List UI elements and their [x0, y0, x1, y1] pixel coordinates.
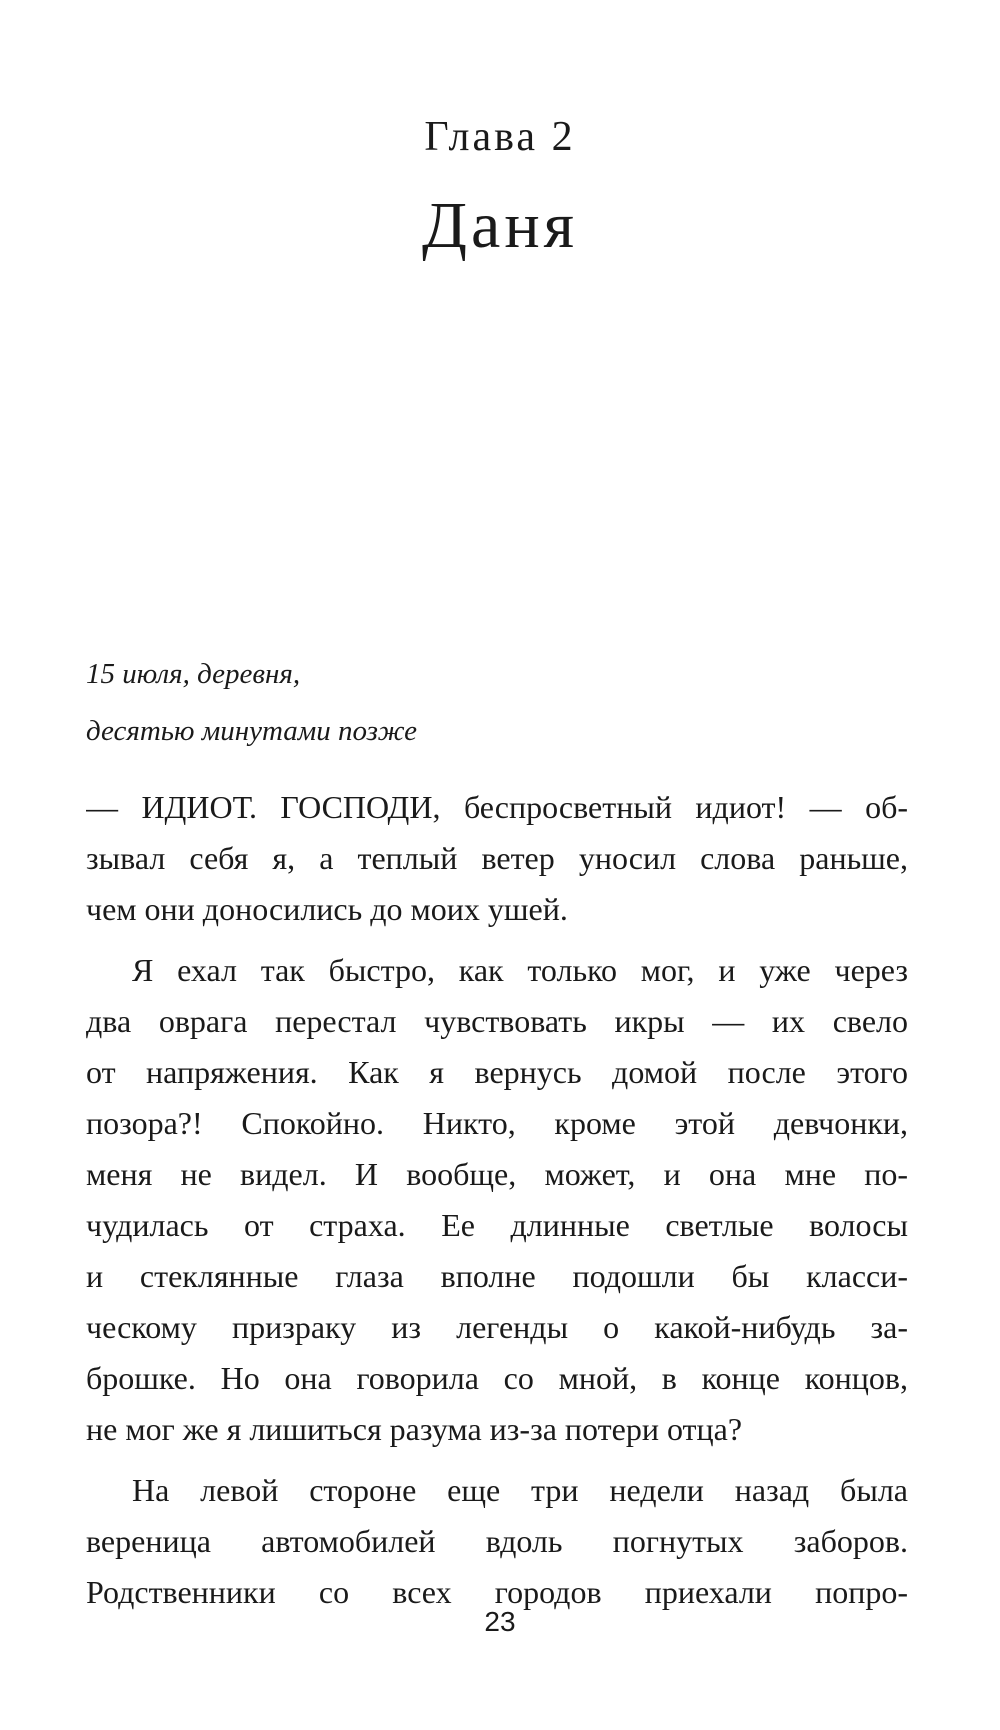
text-line: два оврага перестал чувствовать икры — их свело	[86, 1003, 908, 1039]
page-number: 23	[484, 1606, 516, 1637]
text-line: ческому призраку из легенды о какой-нибудь за-	[86, 1309, 908, 1345]
text-line: зывал себя я, а теплый ветер уносил слова раньше,	[86, 840, 908, 876]
text-line: вереница автомобилей вдоль погнутых заборов.	[86, 1523, 908, 1559]
text-line: чем они доносились до моих ушей.	[86, 891, 568, 927]
paragraph	[86, 1465, 908, 1618]
chapter-title: Даня	[422, 189, 578, 262]
text-line: от напряжения. Как я вернусь домой после этого	[86, 1054, 908, 1090]
chapter-label: Глава 2	[424, 114, 576, 160]
text-line: — ИДИОТ. ГОСПОДИ, беспросветный идиот! — об-	[86, 789, 908, 825]
text-line: На левой стороне еще три недели назад была	[132, 1472, 908, 1508]
text-line: меня не видел. И вообще, может, и она мне по-	[86, 1156, 908, 1192]
paragraph	[86, 945, 908, 1455]
text-line: чудилась от страха. Ее длинные светлые волосы	[86, 1207, 908, 1243]
text-line: не мог же я лишиться разума из-за потери отца?	[86, 1411, 743, 1447]
epigraph-line: десятью минутами позже	[86, 715, 418, 747]
text-line: Я ехал так быстро, как только мог, и уже через	[132, 952, 908, 988]
text-line: Родственники со всех городов приехали попро-	[86, 1574, 908, 1610]
body-text	[86, 782, 908, 1618]
epigraph-line: 15 июля, деревня,	[86, 658, 301, 690]
text-line: и стеклянные глаза вполне подошли бы класси-	[86, 1258, 908, 1294]
paragraph	[86, 782, 908, 935]
text-line: брошке. Но она говорила со мной, в конце концов,	[86, 1360, 908, 1396]
text-line: позора?! Спокойно. Никто, кроме этой девчонки,	[86, 1105, 908, 1141]
epigraph	[86, 646, 686, 760]
